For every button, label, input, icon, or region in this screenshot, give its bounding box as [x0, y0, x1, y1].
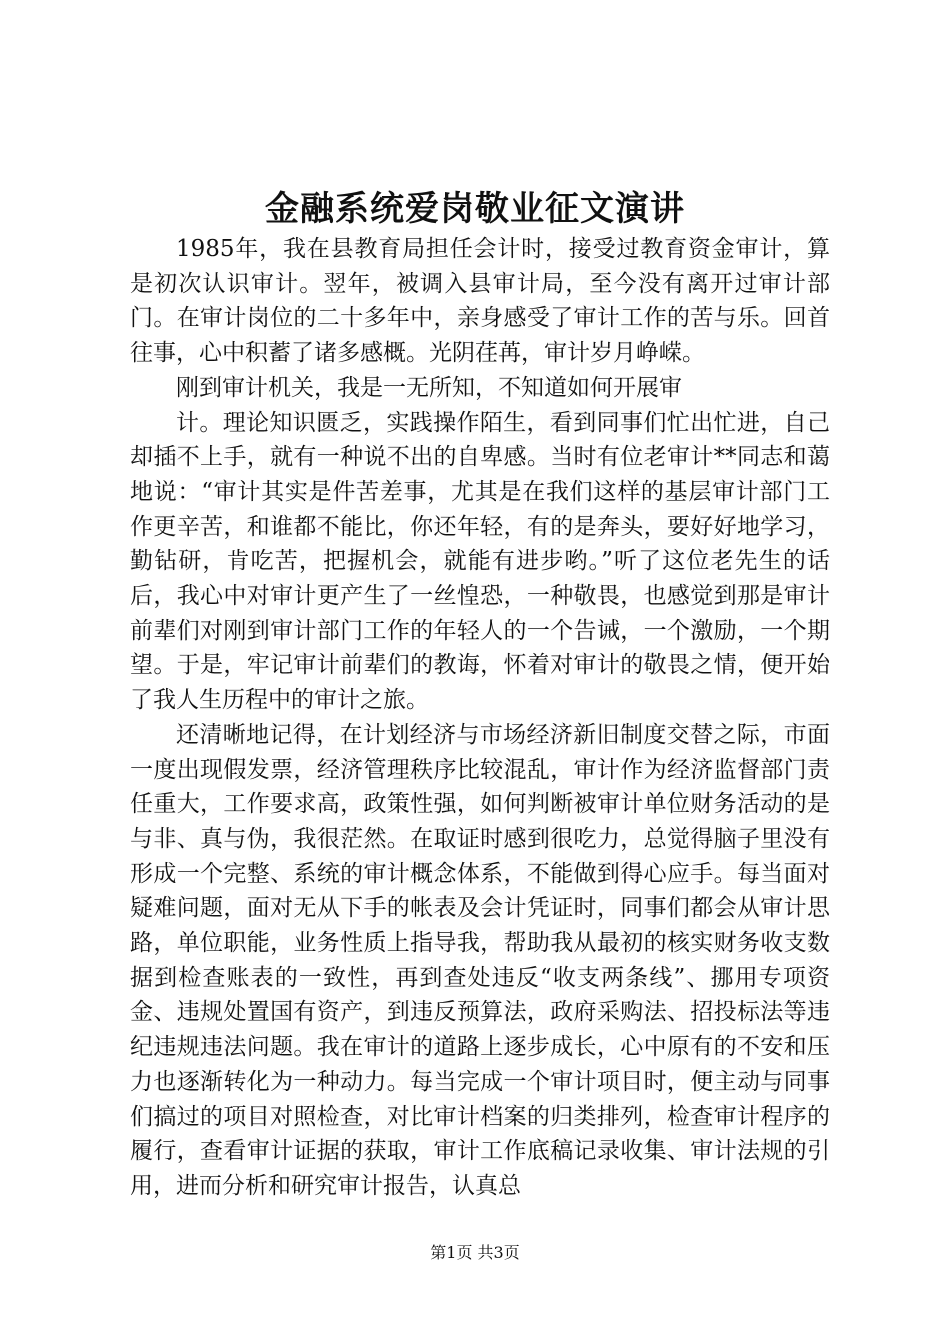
page-footer: 第1页 共3页: [430, 1243, 520, 1262]
document-body: [130, 232, 830, 1204]
paragraph-2: 刚到审计机关，我是一无所知，不知道如何开展审: [176, 374, 682, 401]
paragraph-1: 1985年，我在县教育局担任会计时，接受过教育资金审计，算是初次认识审计。翌年，被调入县审计局，至今没有离开过审计部门。在审计岗位的二十多年中，亲身感受了审计工作的苦与乐。回首往事，心中积蓄了诸多感概。光阴荏苒，审计岁月峥嵘。: [130, 236, 830, 367]
paragraph-3: 计。理论知识匮乏，实践操作陌生，看到同事们忙出忙进，自己却插不上手，就有一种说不出的自卑感。当时有位老审计**同志和蔼地说：“审计其实是件苦差事，尤其是在我们这样的基层审计部门工作更辛苦，和谁都不能比，你还年轻，有的是奔头，要好好地学习，勤钻研，肯吃苦，把握机会，就能有进步哟。”听了这位老先生的话后，我心中对审计更产生了一丝惶恐，一种敬畏，也感觉到那是审计前辈们对刚到审计部门工作的年轻人的一个告诫，一个激励，一个期望。于是，牢记审计前辈们的教诲，怀着对审计的敬畏之情，便开始了我人生历程中的审计之旅。: [130, 409, 830, 714]
paragraph-4: 还清晰地记得，在计划经济与市场经济新旧制度交替之际，市面一度出现假发票，经济管理秩序比较混乱，审计作为经济监督部门责任重大，工作要求高，政策性强，如何判断被审计单位财务活动的是与非、真与伪，我很茫然。在取证时感到很吃力，总觉得脑子里没有形成一个完整、系统的审计概念体系，不能做到得心应手。每当面对疑难问题，面对无从下手的帐表及会计凭证时，同事们都会从审计思路，单位职能，业务性质上指导我，帮助我从最初的核实财务收支数据到检查账表的一致性，再到查处违反“收支两条线”、挪用专项资金、违规处置国有资产，到违反预算法，政府采购法、招投标法等违纪违规违法问题。我在审计的道路上逐步成长，心中原有的不安和压力也逐渐转化为一种动力。每当完成一个审计项目时，便主动与同事们搞过的项目对照检查，对比审计档案的归类排列，检查审计程序的履行，查看审计证据的获取，审计工作底稿记录收集、审计法规的引用，进而分析和研究审计报告，认真总: [130, 721, 830, 1199]
document-title: 金融系统爱岗敬业征文演讲: [265, 189, 685, 229]
